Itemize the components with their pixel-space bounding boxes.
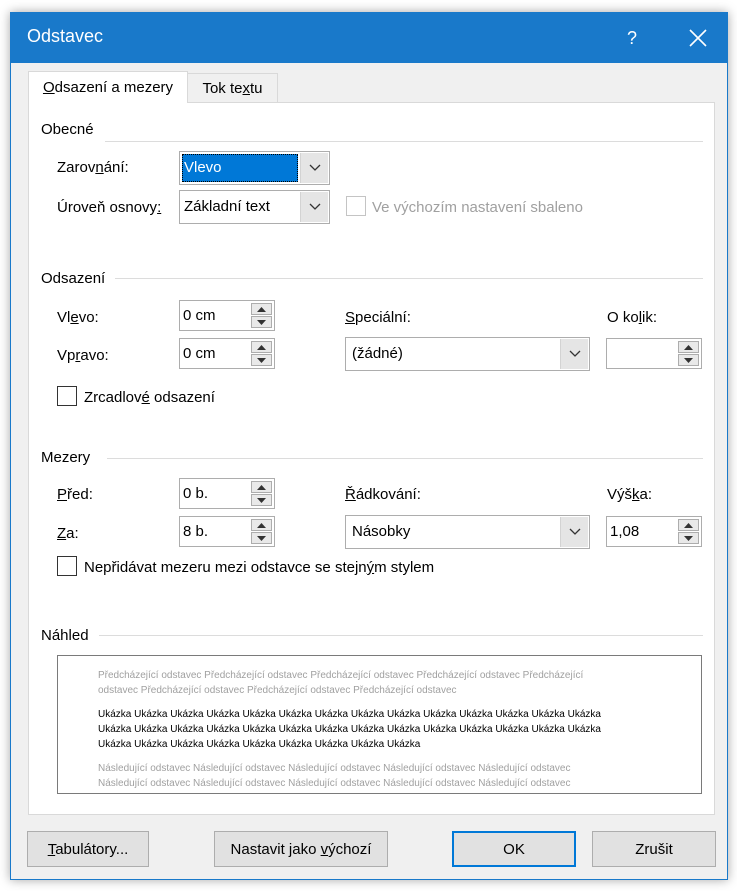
- tab-indents-and-spacing[interactable]: [28, 71, 188, 103]
- caret-down-icon: [257, 320, 266, 325]
- outline-level-value: Základní text: [184, 198, 270, 215]
- indent-left-stepper: [251, 303, 272, 328]
- indent-by-decrement[interactable]: [678, 354, 699, 366]
- indent-by-increment[interactable]: [678, 341, 699, 353]
- indent-left-increment[interactable]: [251, 303, 272, 315]
- spacing-before-label: Před:: [57, 486, 93, 503]
- indent-by-spinner[interactable]: [606, 338, 702, 369]
- caret-up-icon: [257, 485, 266, 490]
- alignment-dropdown-button[interactable]: [300, 153, 328, 183]
- caret-up-icon: [684, 345, 693, 350]
- collapsed-by-default-label: Ve výchozím nastavení sbaleno: [372, 199, 583, 216]
- indent-left-label: Vlevo:: [57, 309, 99, 326]
- close-icon: [689, 29, 707, 47]
- spacing-before-increment[interactable]: [251, 481, 272, 493]
- preview-sample-line: Ukázka Ukázka Ukázka Ukázka Ukázka Ukázka Ukázka Ukázka Ukázka Ukázka Ukázka Ukázka Ukázka Ukázka: [98, 709, 601, 720]
- dont-add-space-label: Nepřidávat mezeru mezi odstavce se stejným stylem: [84, 559, 435, 576]
- dont-add-space-checkbox[interactable]: [57, 556, 77, 576]
- line-spacing-dropdown[interactable]: [345, 515, 590, 549]
- general-divider: [105, 141, 703, 142]
- preview-following-paragraph: [98, 761, 658, 791]
- spacing-after-label: Za:: [57, 525, 79, 542]
- set-as-default-button[interactable]: [214, 831, 388, 867]
- general-heading: Obecné: [41, 121, 102, 138]
- alignment-value: Vlevo: [184, 159, 222, 176]
- mirror-indents-checkbox[interactable]: [57, 386, 77, 406]
- chevron-down-icon: [569, 350, 581, 358]
- indent-right-value: 0 cm: [183, 345, 216, 362]
- set-as-default-button-label: Nastavit jako výchozí: [230, 840, 372, 858]
- preview-following-line: Následující odstavec Následující odstavec Následující odstavec Následující odstavec Následující odstavec: [98, 778, 571, 789]
- outline-level-dropdown[interactable]: [179, 190, 330, 224]
- line-spacing-at-increment[interactable]: [678, 519, 699, 531]
- line-spacing-label: Řádkování:: [345, 486, 421, 503]
- ok-button[interactable]: [452, 831, 576, 867]
- dialog-title: Odstavec: [27, 26, 104, 46]
- indentation-heading: Odsazení: [41, 270, 113, 287]
- chevron-down-icon: [309, 203, 321, 211]
- caret-down-icon: [257, 536, 266, 541]
- line-spacing-at-decrement[interactable]: [678, 532, 699, 544]
- line-spacing-at-spinner[interactable]: [606, 516, 702, 547]
- spacing-before-stepper: [251, 481, 272, 506]
- preview-sample-line: Ukázka Ukázka Ukázka Ukázka Ukázka Ukázka Ukázka Ukázka Ukázka: [98, 739, 421, 750]
- indent-right-label: Vpravo:: [57, 347, 109, 364]
- indent-right-stepper: [251, 341, 272, 366]
- preview-previous-paragraph: [98, 668, 658, 698]
- indent-left-decrement[interactable]: [251, 316, 272, 328]
- caret-down-icon: [257, 358, 266, 363]
- help-button[interactable]: [609, 13, 655, 63]
- special-dropdown-button[interactable]: [560, 339, 588, 369]
- indent-by-label: O kolik:: [607, 309, 658, 326]
- tabs-button[interactable]: [27, 831, 149, 867]
- chevron-down-icon: [569, 528, 581, 536]
- indent-left-spinner[interactable]: [179, 300, 275, 331]
- spacing-after-increment[interactable]: [251, 519, 272, 531]
- caret-down-icon: [257, 498, 266, 503]
- caret-up-icon: [684, 523, 693, 528]
- spacing-divider: [107, 458, 703, 459]
- tab-text-flow-label: Tok textu: [202, 80, 263, 97]
- tab-indents-and-spacing-label: Odsazení a mezery: [42, 79, 174, 96]
- special-dropdown[interactable]: [345, 337, 590, 371]
- line-spacing-value: Násobky: [352, 523, 411, 540]
- title-bar: [11, 13, 727, 63]
- spacing-after-decrement[interactable]: [251, 532, 272, 544]
- indent-left-value: 0 cm: [183, 307, 216, 324]
- alignment-dropdown[interactable]: [179, 151, 330, 185]
- caret-down-icon: [684, 358, 693, 363]
- line-spacing-dropdown-button[interactable]: [560, 517, 588, 547]
- preview-box: [57, 655, 702, 794]
- preview-previous-line: Předcházející odstavec Předcházející odstavec Předcházející odstavec Předcházející odstavec Předcházející: [98, 670, 584, 681]
- line-spacing-at-label: Výška:: [607, 486, 653, 503]
- preview-previous-line: odstavec Předcházející odstavec Předcházející odstavec Předcházející odstavec: [98, 685, 457, 696]
- tab-text-flow[interactable]: [188, 73, 278, 104]
- close-button[interactable]: [669, 13, 727, 63]
- preview-sample-paragraph: [98, 707, 658, 752]
- preview-following-line: Následující odstavec Následující odstavec Následující odstavec Následující odstavec Následující odstavec: [98, 763, 571, 774]
- cancel-button-label: Zrušit: [635, 840, 673, 858]
- special-label: Speciální:: [345, 309, 411, 326]
- indentation-divider: [115, 278, 703, 279]
- indent-right-decrement[interactable]: [251, 354, 272, 366]
- alignment-label: Zarovnání:: [57, 159, 129, 176]
- spacing-before-value: 0 b.: [183, 485, 209, 502]
- indent-right-increment[interactable]: [251, 341, 272, 353]
- caret-up-icon: [257, 523, 266, 528]
- spacing-before-spinner[interactable]: [179, 478, 275, 509]
- special-value: (žádné): [352, 345, 403, 362]
- line-spacing-at-value: 1,08: [610, 523, 640, 540]
- spacing-after-spinner[interactable]: [179, 516, 275, 547]
- caret-up-icon: [257, 307, 266, 312]
- line-spacing-at-stepper: [678, 519, 699, 544]
- collapsed-by-default-checkbox[interactable]: [346, 196, 366, 216]
- spacing-heading: Mezery: [41, 449, 98, 466]
- chevron-down-icon: [309, 164, 321, 172]
- preview-sample-line: Ukázka Ukázka Ukázka Ukázka Ukázka Ukázka Ukázka Ukázka Ukázka Ukázka Ukázka Ukázka Ukázka Ukázka: [98, 724, 601, 735]
- spacing-before-decrement[interactable]: [251, 494, 272, 506]
- tabs-button-label: Tabulátory...: [47, 840, 129, 858]
- cancel-button[interactable]: [592, 831, 716, 867]
- outline-level-dropdown-button[interactable]: [300, 192, 328, 222]
- preview-heading: Náhled: [41, 627, 97, 644]
- indent-by-stepper: [678, 341, 699, 366]
- outline-level-label: Úroveň osnovy:: [57, 199, 162, 216]
- caret-down-icon: [684, 536, 693, 541]
- preview-divider: [99, 635, 703, 636]
- help-icon: ?: [626, 27, 637, 48]
- ok-button-label: OK: [503, 840, 525, 858]
- indent-right-spinner[interactable]: [179, 338, 275, 369]
- mirror-indents-label: Zrcadlové odsazení: [84, 389, 215, 406]
- caret-up-icon: [257, 345, 266, 350]
- spacing-after-stepper: [251, 519, 272, 544]
- spacing-after-value: 8 b.: [183, 523, 209, 540]
